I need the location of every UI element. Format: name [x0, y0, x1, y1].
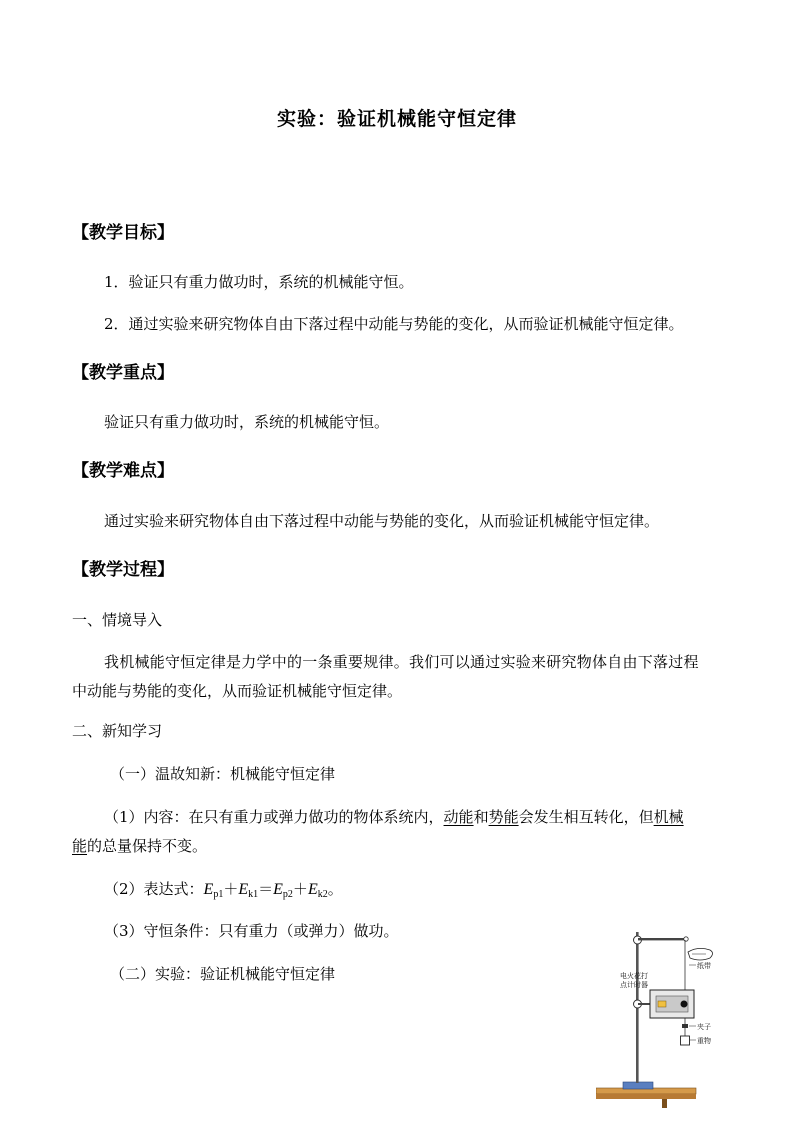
experiment-apparatus-figure [596, 918, 726, 1108]
expression-prefix: （2）表达式： [104, 880, 204, 898]
kinetic-energy-term: 动能 [443, 808, 474, 826]
expression-end: 。 [327, 880, 343, 898]
table-leg [662, 1099, 667, 1108]
subscript-p1: p1 [213, 889, 224, 900]
key-points-text: 验证只有重力做功时，系统的机械能守恒。 [104, 413, 390, 431]
pulley-icon [684, 937, 688, 941]
timer-knob-icon [681, 1001, 688, 1008]
energy-symbol: E [203, 881, 214, 898]
subscript-k1: k1 [248, 889, 259, 900]
intro-heading: 一、情境导入 [72, 611, 163, 629]
tape-label: 纸带 [697, 962, 711, 970]
subscript-k2: k2 [317, 889, 328, 900]
mechanical-energy-term-part2: 能 [72, 837, 88, 855]
condition-line: （3）守恒条件：只有重力（或弹力）做功。 [104, 922, 399, 940]
weight-label: 重物 [697, 1037, 711, 1045]
intro-paragraph-line-2: 中动能与势能的变化，从而验证机械能守恒定律。 [72, 682, 403, 700]
content-line-1 [104, 807, 684, 828]
plus-sign: ＋ [292, 880, 308, 898]
objective-item-1: 1．验证只有重力做功时，系统的机械能守恒。 [104, 273, 414, 291]
timer-plug-icon [658, 1001, 666, 1007]
subscript-p2: p2 [282, 889, 293, 900]
timer-label-line-1: 电火花打 [620, 972, 648, 980]
key-points-heading: 【教学重点】 [72, 363, 174, 383]
potential-energy-term: 势能 [488, 808, 519, 826]
page-title: 实验：验证机械能守恒定律 [276, 108, 517, 130]
new-knowledge-heading: 二、新知学习 [72, 722, 163, 740]
mechanical-energy-term-part1: 机械 [653, 808, 684, 826]
process-heading: 【教学过程】 [72, 560, 174, 580]
experiment-heading: （二）实验：验证机械能守恒定律 [110, 965, 336, 983]
top-arm [638, 938, 686, 940]
intro-paragraph-line-1: 我机械能守恒定律是力学中的一条重要规律。我们可以通过实验来研究物体自由下落过程 [104, 653, 699, 671]
content-suffix: 的总量保持不变。 [87, 837, 208, 855]
table-edge [596, 1094, 696, 1099]
objectives-heading: 【教学目标】 [72, 223, 174, 243]
energy-symbol: E [238, 881, 249, 898]
equals-sign: ＝ [258, 880, 274, 898]
content-line-2 [72, 836, 207, 857]
expression-line [104, 879, 343, 905]
timer-arm [638, 1003, 650, 1005]
plus-sign: ＋ [223, 880, 239, 898]
stand-base [623, 1082, 653, 1089]
review-heading: （一）温故知新：机械能守恒定律 [110, 765, 336, 783]
difficulties-heading: 【教学难点】 [72, 461, 174, 481]
energy-symbol: E [307, 881, 318, 898]
content-and: 和 [473, 808, 489, 826]
timer-label-line-2: 点计时器 [620, 981, 648, 989]
weight-icon [681, 1036, 690, 1045]
content-middle: 会发生相互转化，但 [518, 808, 654, 826]
energy-symbol: E [273, 881, 283, 898]
difficulties-text: 通过实验来研究物体自由下落过程中动能与势能的变化，从而验证机械能守恒定律。 [104, 512, 660, 530]
clip-label: 夹子 [697, 1023, 711, 1031]
objective-item-2: 2．通过实验来研究物体自由下落过程中动能与势能的变化，从而验证机械能守恒定律。 [104, 315, 684, 333]
clip-icon [682, 1024, 688, 1028]
content-prefix: （1）内容：在只有重力或弹力做功的物体系统内， [104, 808, 444, 826]
